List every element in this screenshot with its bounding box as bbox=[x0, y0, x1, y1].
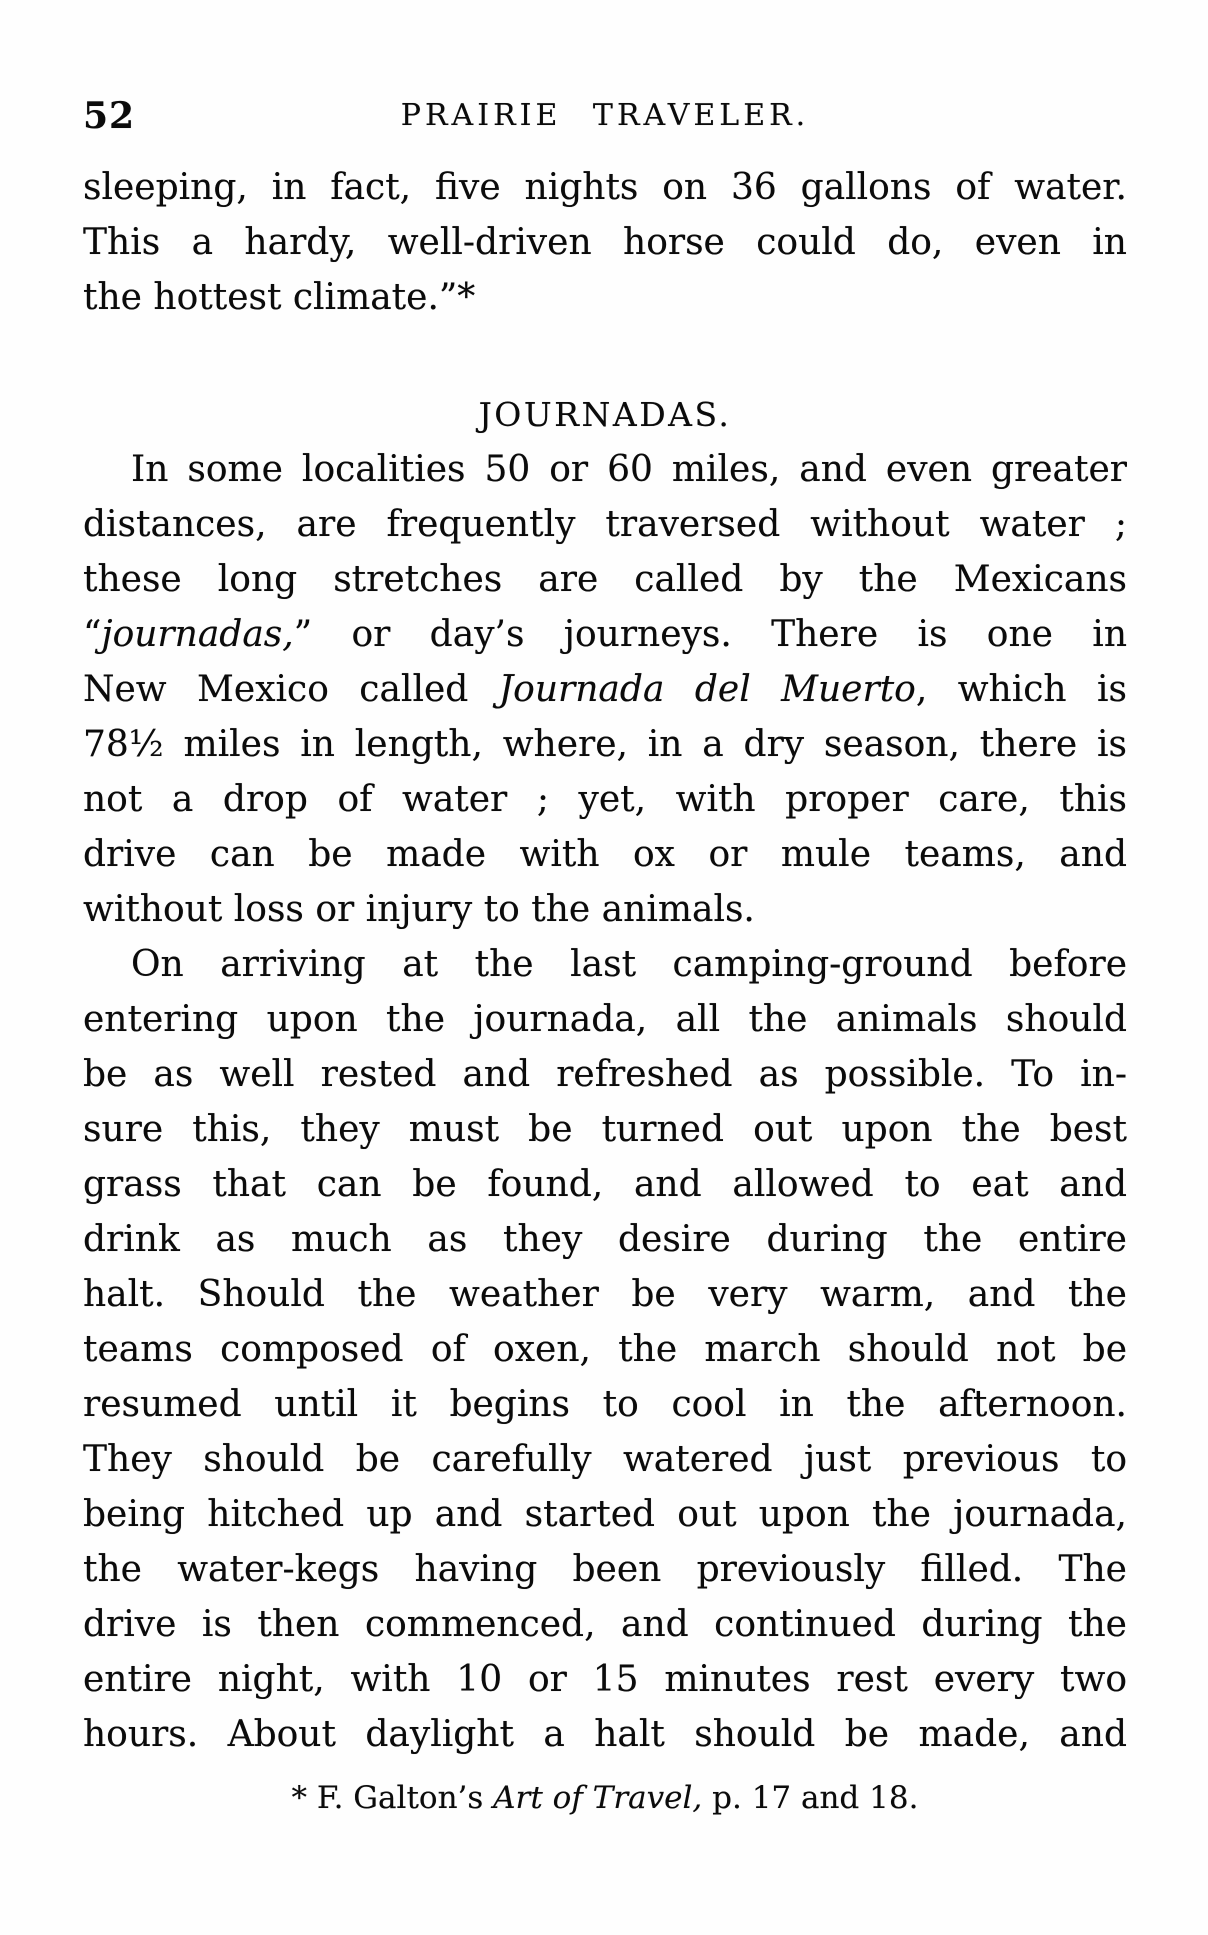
running-header bbox=[83, 95, 1127, 137]
body-line: sleeping, in fact, five nights on 36 gallons of water. bbox=[83, 167, 1127, 208]
footnote-text: p. 17 and 18. bbox=[702, 1780, 919, 1816]
body-line: They should be carefully watered just previous to bbox=[83, 1439, 1127, 1480]
body-line bbox=[83, 607, 1127, 662]
body-line: entering upon the journada, all the animals should bbox=[83, 999, 1127, 1040]
body-line: the water-kegs having been previously filled. The bbox=[83, 1549, 1127, 1590]
body-line bbox=[83, 662, 1127, 717]
body-line: drink as much as they desire during the entire bbox=[83, 1219, 1127, 1260]
body-text bbox=[83, 160, 1127, 1820]
text-segment: “ bbox=[83, 614, 102, 655]
text-segment: New Mexico called bbox=[83, 669, 499, 710]
body-line: resumed until it begins to cool in the afternoon. bbox=[83, 1384, 1127, 1425]
footnote bbox=[83, 1776, 1127, 1820]
body-line: On arriving at the last camping-ground before bbox=[131, 944, 1127, 985]
body-line: grass that can be found, and allowed to eat and bbox=[83, 1164, 1127, 1205]
section-heading: JOURNADAS. bbox=[478, 395, 732, 434]
body-line: drive can be made with ox or mule teams, and bbox=[83, 834, 1127, 875]
body-line: not a drop of water ; yet, with proper care, this bbox=[83, 779, 1127, 820]
text-segment: , which is bbox=[915, 669, 1127, 710]
body-line: 78½ miles in length, where, in a dry season, there is bbox=[83, 724, 1127, 765]
body-line: teams composed of oxen, the march should not be bbox=[83, 1329, 1127, 1370]
body-line: hours. About daylight a halt should be made, and bbox=[83, 1714, 1127, 1755]
body-line: sure this, they must be turned out upon the best bbox=[83, 1109, 1127, 1150]
body-line: the hottest climate.”* bbox=[83, 277, 476, 318]
italic-text: journadas, bbox=[101, 614, 294, 655]
running-title: PRAIRIE TRAVELER. bbox=[400, 98, 810, 133]
body-line: entire night, with 10 or 15 minutes rest every two bbox=[83, 1659, 1127, 1700]
body-line: drive is then commenced, and continued during the bbox=[83, 1604, 1127, 1645]
footnote-italic-title: Art of Travel, bbox=[493, 1780, 703, 1816]
italic-text: Journada del Muerto bbox=[498, 669, 916, 710]
body-line: these long stretches are called by the Mexicans bbox=[83, 559, 1127, 600]
body-line: distances, are frequently traversed without water ; bbox=[83, 504, 1127, 545]
body-line: without loss or injury to the animals. bbox=[83, 889, 755, 930]
body-line: In some localities 50 or 60 miles, and even greater bbox=[131, 449, 1127, 490]
body-line: This a hardy, well-driven horse could do, even in bbox=[83, 222, 1127, 263]
text-segment: ” or day’s journeys. There is one in bbox=[293, 614, 1127, 655]
body-line: halt. Should the weather be very warm, and the bbox=[83, 1274, 1127, 1315]
body-line: being hitched up and started out upon the journada, bbox=[83, 1494, 1127, 1535]
footnote-text: * F. Galton’s bbox=[291, 1780, 494, 1816]
body-line: be as well rested and refreshed as possible. To in- bbox=[83, 1054, 1127, 1095]
page-number: 52 bbox=[83, 95, 136, 137]
